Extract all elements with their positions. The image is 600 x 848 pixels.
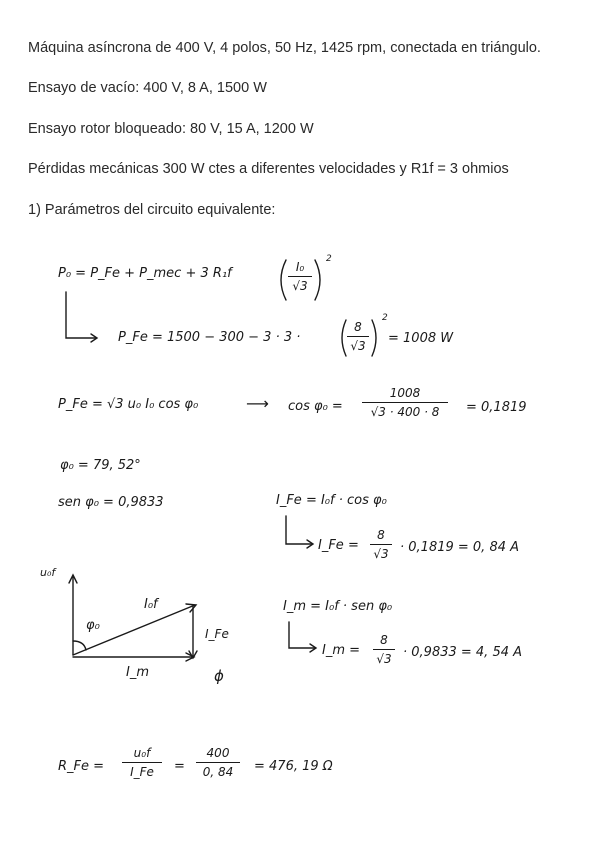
i0f-label: I₀f	[144, 597, 158, 612]
eq2-num: 8	[354, 320, 362, 334]
eq2-exponent: 2	[382, 313, 388, 323]
eq3-cos-label: cos φ₀ =	[288, 399, 343, 414]
ife-rhs: · 0,1819 = 0, 84 A	[400, 540, 520, 555]
left-paren	[276, 258, 288, 302]
eq1-den: √3	[292, 279, 308, 293]
ife-diagram-label: I_Fe	[205, 627, 229, 641]
rfe-frac2-den: 0, 84	[202, 765, 234, 779]
eq2-fraction	[347, 320, 369, 353]
eq3-arrow: ⟶	[246, 394, 269, 413]
rfe-equals: =	[174, 759, 185, 774]
eq1-lhs: P₀ = P_Fe + P_mec + 3 R₁f	[58, 266, 232, 281]
im-definition: I_m = I₀f · sen φ₀	[283, 599, 393, 614]
eq2-lhs: P_Fe = 1500 − 300 − 3 · 3 ·	[118, 330, 301, 345]
eq3-num: 1008	[389, 386, 421, 400]
eq2-rhs: = 1008 W	[388, 331, 454, 346]
right-paren	[370, 318, 380, 358]
eq1-fraction	[288, 260, 312, 293]
eq3-lhs: P_Fe = √3 u₀ I₀ cos φ₀	[58, 397, 199, 412]
rfe-frac1-num: u₀f	[133, 746, 151, 760]
eq1-exponent: 2	[326, 254, 332, 264]
im-arrow	[287, 622, 321, 654]
rfe-frac1-den: I_Fe	[130, 765, 154, 779]
rfe-fraction-2	[196, 746, 240, 779]
statement-line: Máquina asíncrona de 400 V, 4 polos, 50 Hz, 1425 rpm, conectada en triángulo.	[28, 40, 541, 56]
eq3-rhs: = 0,1819	[466, 400, 527, 415]
right-paren	[313, 258, 325, 302]
phi-angle: φ₀ = 79, 52°	[60, 458, 141, 473]
phi-arc	[73, 641, 86, 650]
section-heading: 1) Parámetros del circuito equivalente:	[28, 202, 276, 218]
derivation-arrow	[64, 292, 104, 342]
phi0-label: φ₀	[86, 618, 100, 633]
ife-lhs: I_Fe =	[318, 538, 359, 553]
im-fraction	[373, 633, 395, 666]
ife-definition: I_Fe = I₀f · cos φ₀	[276, 493, 387, 508]
ife-num: 8	[377, 528, 385, 542]
ife-arrow	[284, 516, 318, 548]
im-den: √3	[376, 652, 392, 666]
im-rhs: · 0,9833 = 4, 54 A	[403, 645, 523, 660]
rfe-lhs: R_Fe =	[58, 759, 105, 774]
im-num: 8	[380, 633, 388, 647]
rfe-frac2-num: 400	[206, 746, 230, 760]
u0f-label: u₀f	[40, 566, 56, 579]
im-diagram-label: I_m	[126, 665, 149, 680]
eq3-den: √3 · 400 · 8	[370, 405, 440, 419]
eq1-num: I₀	[295, 260, 305, 274]
rfe-fraction-1	[122, 746, 162, 779]
ife-den: √3	[373, 547, 389, 561]
im-lhs: I_m =	[322, 643, 361, 658]
phi-axis-label: ϕ	[214, 667, 224, 685]
locked-rotor-test-line: Ensayo rotor bloqueado: 80 V, 15 A, 1200 W	[28, 121, 314, 137]
no-load-test-line: Ensayo de vacío: 400 V, 8 A, 1500 W	[28, 80, 267, 96]
eq2-den: √3	[350, 339, 366, 353]
losses-line: Pérdidas mecánicas 300 W ctes a diferentes velocidades y R1f = 3 ohmios	[28, 161, 509, 177]
ife-fraction	[370, 528, 392, 561]
rfe-rhs: = 476, 19 Ω	[254, 759, 333, 774]
sin-phi: sen φ₀ = 0,9833	[58, 495, 164, 510]
eq3-fraction	[362, 386, 448, 419]
